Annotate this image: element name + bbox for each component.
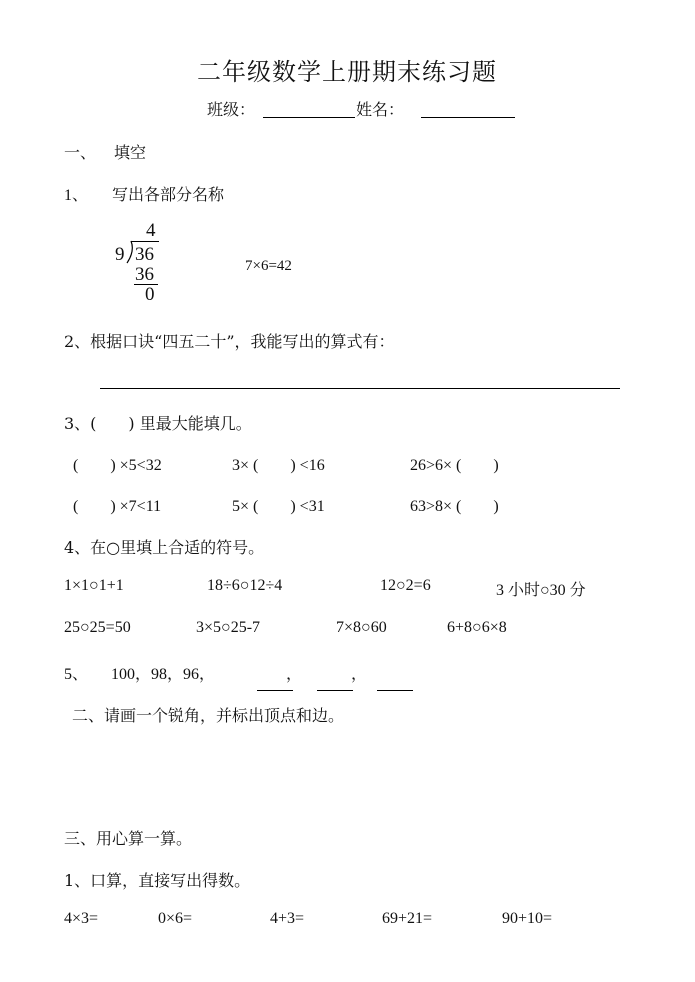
section1-heading: 填空 xyxy=(114,143,147,162)
division-remainder: 0 xyxy=(145,284,155,305)
q4-item[interactable]: 25○25=50 xyxy=(64,619,131,636)
q3-item[interactable]: ( ) ×7<11 xyxy=(73,498,162,515)
q3-item[interactable]: 63>8× ( ) xyxy=(410,498,499,515)
q5-sequence: 100，98，96， xyxy=(111,666,216,683)
division-quotient: 4 xyxy=(146,220,156,241)
mental-math-item[interactable]: 90+10= xyxy=(502,910,553,927)
mental-math-item[interactable]: 0×6= xyxy=(158,910,193,927)
page-title: 二年级数学上册期末练习题 xyxy=(197,58,497,86)
division-vinculum xyxy=(131,241,159,242)
q2-text: 2、根据口诀“四五二十”，我能写出的算式有： xyxy=(64,332,395,351)
class-label: 班级： xyxy=(207,100,256,119)
q5-blank-1[interactable] xyxy=(257,690,293,691)
q1-text: 写出各部分名称 xyxy=(112,185,225,204)
q4-item[interactable]: 3 小时○30 分 xyxy=(496,582,586,599)
q4-item[interactable]: 3×5○25-7 xyxy=(196,619,261,636)
q4-item[interactable]: 7×8○60 xyxy=(336,619,387,636)
q3-item[interactable]: 5× ( ) <31 xyxy=(232,498,325,515)
multiplication-example: 7×6=42 xyxy=(245,258,292,274)
mental-math-item[interactable]: 4+3= xyxy=(270,910,305,927)
q3-item[interactable]: ( ) ×5<32 xyxy=(73,457,162,474)
division-divisor: 9 xyxy=(115,244,125,265)
section1-number: 一、 xyxy=(64,143,97,162)
q2-answer-line[interactable] xyxy=(100,388,620,389)
division-dividend: 36 xyxy=(135,244,154,265)
section2-text: 二、请画一个锐角，并标出顶点和边。 xyxy=(72,706,345,725)
q4-item[interactable]: 12○2=6 xyxy=(380,577,431,594)
class-blank[interactable] xyxy=(263,117,355,118)
mental-math-item[interactable]: 4×3= xyxy=(64,910,99,927)
q4-item[interactable]: 1×1○1+1 xyxy=(64,577,124,594)
drawing-area[interactable] xyxy=(64,730,624,820)
q5-comma: ， xyxy=(286,664,303,683)
division-bracket-icon xyxy=(125,240,135,264)
division-product: 36 xyxy=(135,264,154,285)
q5-blank-2[interactable] xyxy=(317,690,353,691)
q1-number: 1、 xyxy=(64,187,89,204)
section3-heading: 三、用心算一算。 xyxy=(64,829,193,848)
section3-q1-text: 1、口算，直接写出得数。 xyxy=(64,871,251,890)
q3-text: 3、( ) 里最大能填几。 xyxy=(64,414,252,433)
q5-number: 5、 xyxy=(64,666,89,683)
q5-comma: ， xyxy=(351,664,368,683)
q4-text: 4、在○里填上合适的符号。 xyxy=(64,538,265,557)
q3-item[interactable]: 26>6× ( ) xyxy=(410,457,499,474)
name-blank[interactable] xyxy=(421,117,515,118)
name-label: 姓名： xyxy=(356,100,405,119)
q3-item[interactable]: 3× ( ) <16 xyxy=(232,457,325,474)
q4-item[interactable]: 6+8○6×8 xyxy=(447,619,507,636)
mental-math-item[interactable]: 69+21= xyxy=(382,910,433,927)
q5-blank-3[interactable] xyxy=(377,690,413,691)
q4-item[interactable]: 18÷6○12÷4 xyxy=(207,577,283,594)
